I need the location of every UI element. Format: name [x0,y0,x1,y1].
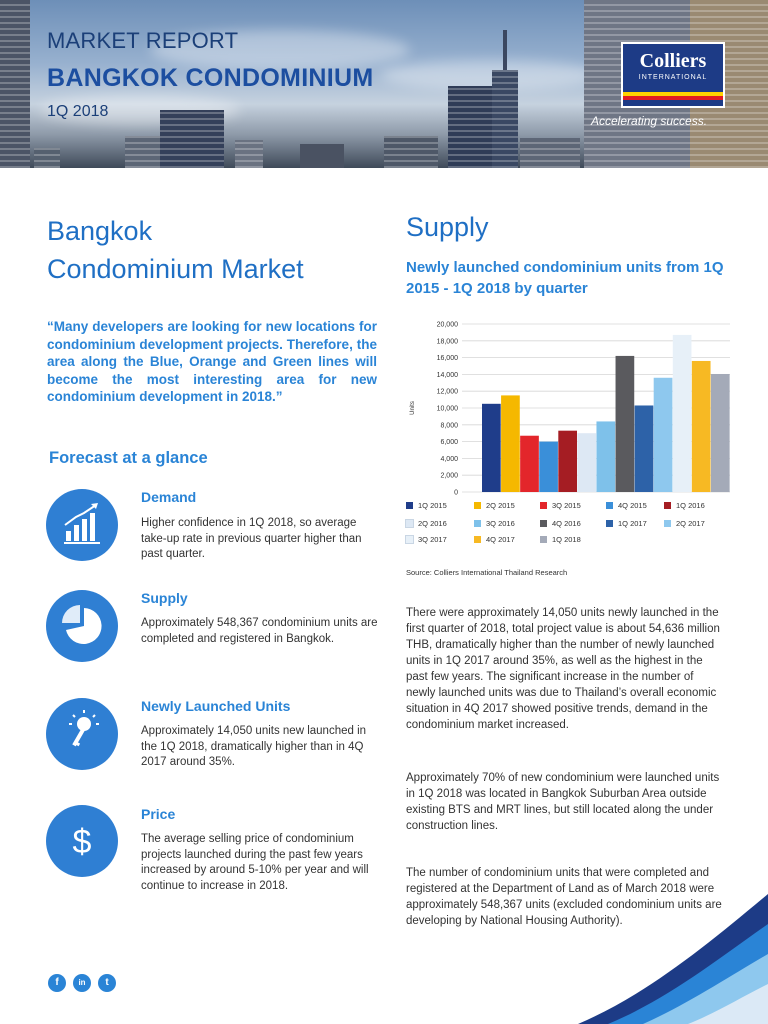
logo-name: Colliers [639,50,707,72]
legend-item [664,519,705,528]
legend-item [606,519,647,528]
dollar-icon [46,805,118,877]
legend-swatch [540,536,547,543]
legend-label: 2Q 2017 [676,519,705,528]
report-title: BANGKOK CONDOMINIUM [47,64,374,92]
bar-2q-2015 [501,395,520,492]
item-title-supply: Supply [141,590,188,606]
legend-label: 2Q 2016 [418,519,447,528]
building [492,70,518,168]
item-title-demand: Demand [141,489,197,505]
decorative-swoosh [538,884,768,1024]
y-tick-label: 10,000 [436,405,458,413]
key-icon [46,698,118,770]
y-tick-label: 4,000 [440,455,458,463]
legend-item [540,501,581,510]
building [235,140,263,168]
legend-label: 4Q 2017 [486,535,515,544]
bar-1q-2017 [635,405,654,492]
item-text-demand: Higher confidence in 1Q 2018, so average take-up rate in previous quarter higher than past quarter. [141,517,362,560]
colliers-logo [621,42,725,108]
supply-heading: Supply [406,212,489,242]
legend-item [540,535,581,544]
chart-title: Newly launched condominium units from 1Q 2015 - 1Q 2018 by quarter [406,259,724,297]
bar-3q-2016 [596,421,615,492]
item-title-price: Price [141,806,176,822]
legend-swatch [474,536,481,543]
y-tick-label: 16,000 [436,355,458,363]
legend-label: 1Q 2015 [418,501,447,510]
paragraph-1: There were approximately 14,050 units newly launched in the first quarter of 2018, total project value is about 54,636 million THB, dramatically higher than the number of newly launched units in 1Q 2017 around 35%, as well as the highest in the past few years. The significant increase in the number of newly launched units was due to Thailand’s overall economic situation in 4Q 2017 showed positive trends, demand in the condominium market increased. [406,607,720,731]
y-tick-label: 14,000 [436,371,458,379]
legend-swatch [606,502,613,509]
item-text-price: The average selling price of condominium projects launched during the past few years increased by around 5-10% per year and will continue to increase in 2018. [141,833,369,892]
legend-item [664,501,705,510]
bar-1q-2015 [482,404,501,492]
legend-label: 4Q 2015 [618,501,647,510]
bar-1q-2016 [558,431,577,492]
legend-item [474,501,515,510]
legend-item [540,519,581,528]
legend-label: 1Q 2017 [618,519,647,528]
bar-4q-2015 [539,442,558,492]
item-text-supply: Approximately 548,367 condominium units are completed and registered in Bangkok. [141,617,378,645]
y-tick-label: 20,000 [436,321,458,329]
legend-item [406,501,447,510]
report-type: MARKET REPORT [47,28,239,53]
legend-swatch [406,520,413,527]
item-text-newly-launched: Approximately 14,050 units new launched in the 1Q 2018, dramatically higher than in 4Q 2017 around 35%. [141,725,367,768]
paragraph-3: The number of condominium units that were completed and registered at the Department of Land as of March 2018 were approximately 548,367 units (excluded condominium units are developing by National Housing Authority). [406,867,722,927]
forecast-heading: Forecast at a glance [49,449,208,467]
building [448,86,492,168]
svg-text:$: $ [72,823,92,861]
report-period: 1Q 2018 [47,103,109,120]
item-title-newly-launched: Newly Launched Units [141,698,291,714]
facebook-icon[interactable]: f [48,974,66,992]
y-tick-label: 18,000 [436,338,458,346]
building [384,136,438,168]
building [300,144,344,168]
paragraph-2: Approximately 70% of new condominium were launched units in 1Q 2018 was located in Bangkok Suburban Area outside existing BTS and MRT lines, but still located along the under construction lines. [406,772,720,832]
linkedin-icon[interactable]: in [73,974,91,992]
legend-label: 1Q 2016 [676,501,705,510]
y-tick-label: 8,000 [440,422,458,430]
legend-item [406,535,447,544]
growth-chart-icon [46,489,118,561]
logo-sub: INTERNATIONAL [638,74,708,81]
legend-swatch [406,536,413,543]
legend-label: 1Q 2018 [552,535,581,544]
y-axis-label: Units [410,401,416,415]
quote: “Many developers are looking for new locations for condominium development projects. Therefore, the area along the Blue, Orange and Green lines will become the most interesting area for new condominium development in 2018.” [47,319,377,404]
bar-3q-2017 [673,335,692,492]
y-tick-label: 12,000 [436,388,458,396]
pie-chart-icon [46,590,118,662]
left-heading [47,212,304,288]
legend-label: 2Q 2015 [486,501,515,510]
legend-swatch [540,502,547,509]
legend-item [606,501,647,510]
legend-swatch [664,520,671,527]
y-tick-label: 0 [454,489,458,497]
bar-4q-2017 [692,361,711,492]
legend-label: 3Q 2016 [486,519,515,528]
bar-1q-2018 [711,374,730,492]
legend-swatch [606,520,613,527]
building [34,148,60,168]
twitter-icon[interactable]: t [98,974,116,992]
logo-stripe [623,96,723,100]
bar-2q-2017 [654,378,673,492]
bar-3q-2015 [520,436,539,492]
bar-4q-2016 [616,356,635,492]
y-tick-label: 6,000 [440,439,458,447]
legend-swatch [474,502,481,509]
building [520,138,580,168]
supply-bar-chart [404,312,744,498]
legend-label: 3Q 2017 [418,535,447,544]
legend-swatch [474,520,481,527]
legend-label: 4Q 2016 [552,519,581,528]
building [0,0,30,168]
legend-item [474,535,515,544]
legend-swatch [540,520,547,527]
bar-2q-2016 [577,433,596,492]
left-heading-line2: Condominium Market [47,254,304,284]
legend-item [406,519,447,528]
building [125,136,161,168]
y-tick-label: 2,000 [440,472,458,480]
legend-label: 3Q 2015 [552,501,581,510]
header-banner [0,0,768,168]
tagline: Accelerating success. [591,114,708,128]
chart-source: Source: Colliers International Thailand Research [406,568,568,577]
legend-swatch [664,502,671,509]
legend-swatch [406,502,413,509]
legend-item [474,519,515,528]
title-area [47,28,374,121]
left-heading-line1: Bangkok [47,216,153,246]
